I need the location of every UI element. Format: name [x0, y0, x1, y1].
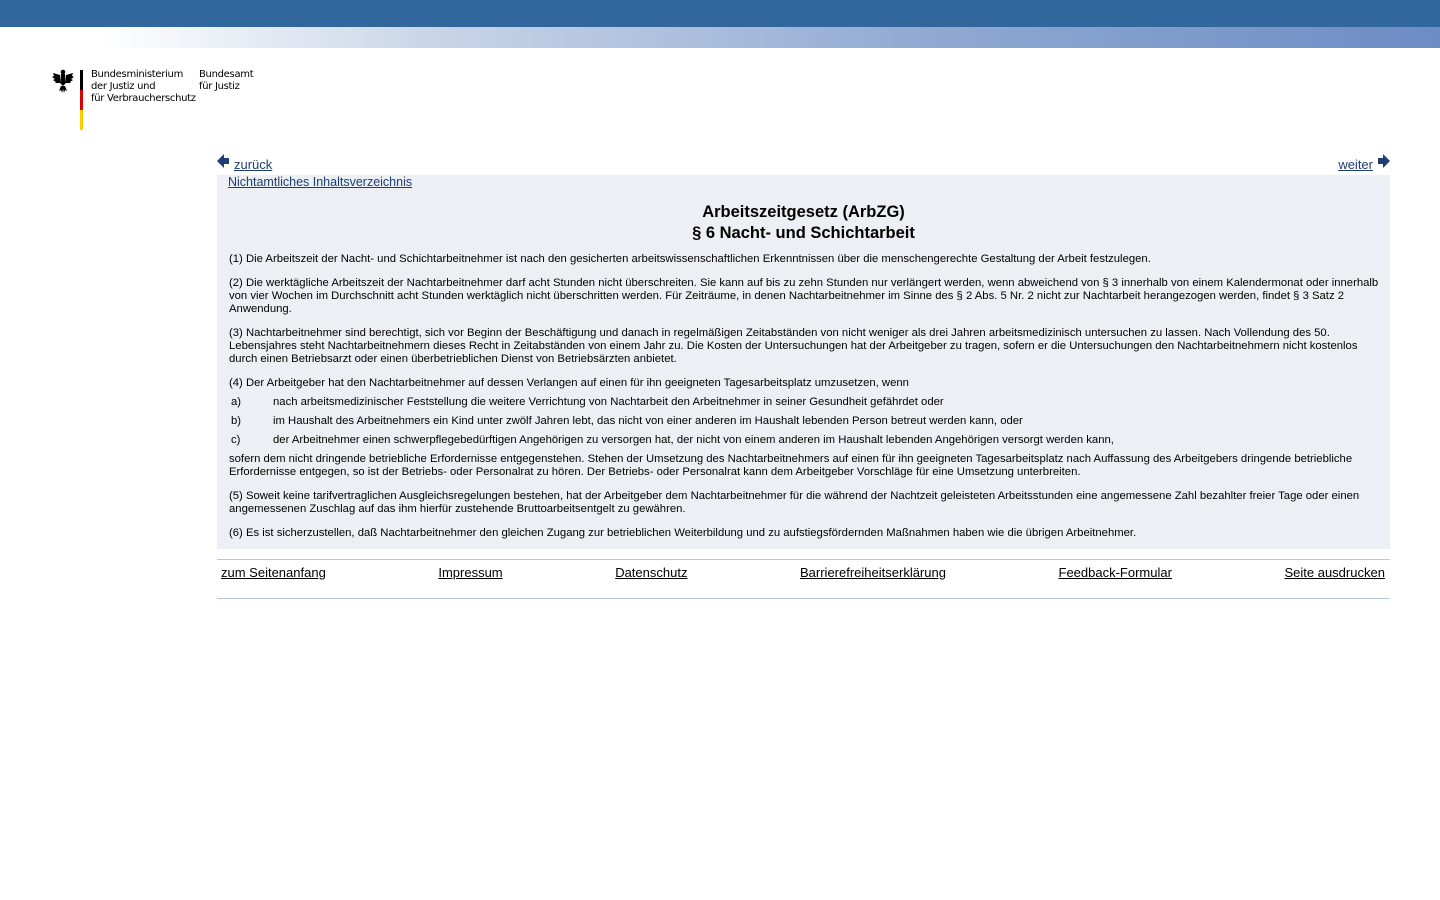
ministry-logo[interactable]: [52, 68, 262, 132]
paragraph-5: (5) Soweit keine tarifvertraglichen Ausgleichsregelungen bestehen, hat der Arbeitgeber dem Nachtarbeitnehmer für die während der Nachtzeit geleisteten Arbeitsstunden eine angemessene Zahl bezahlter freier Tage oder einen angemessenen Zuschlag auf das ihm hierfür zustehende Bruttoarbeitsentgelt zu gewähren.: [229, 490, 1360, 515]
office-name-line: Bundesamt: [199, 69, 254, 80]
arrow-right-icon: [1378, 154, 1390, 168]
ministry-name-line: für Verbraucherschutz: [91, 93, 196, 104]
page-navigation: [217, 154, 1390, 174]
footer-links: [221, 565, 1385, 580]
office-name-line: für Justiz: [199, 81, 240, 92]
paragraph-4-outro: sofern dem nicht dringende betriebliche Erfordernisse entgegenstehen. Stehen der Umsetzung des Nachtarbeitnehmers auf einen für ihn geeigneten Tagesarbeitsplatz nach Auffassung des Arbeitgebers dringende betriebliche Erfordernisse entgegen, so ist der Betriebs- oder Personalrat zu hören. Der Betriebs- oder Personalrat kann dem Arbeitgeber Vorschläge für eine Umsetzung unterbreiten.: [229, 453, 1353, 478]
ministry-name-line: der Justiz und: [91, 81, 156, 92]
forward-link-label[interactable]: weiter: [1338, 157, 1373, 172]
footer-link-imprint[interactable]: Impressum: [438, 565, 503, 580]
paragraph-2: (2) Die werktägliche Arbeitszeit der Nachtarbeitnehmer darf acht Stunden nicht überschreiten. Sie kann auf bis zu zehn Stunden nur verlängert werden, wenn abweichend von § 3 innerhalb von einem Kalendermonat oder innerhalb von vier Wochen im Durchschnitt acht Stunden werktäglich nicht überschritten werden. Für Zeiträume, in denen Nachtarbeitnehmer im Sinne des § 2 Abs. 5 Nr. 2 nicht zur Nachtarbeit herangezogen werden, findet § 3 Satz 2 Anwendung.: [229, 277, 1379, 315]
paragraph-1: (1) Die Arbeitszeit der Nacht- und Schichtarbeitnehmer ist nach den gesicherten arbeitswissenschaftlichen Erkenntnissen über die menschengerechte Gestaltung der Arbeit festzulegen.: [229, 253, 1151, 265]
gradient-bar: [0, 27, 1440, 48]
list-item-text: nach arbeitsmedizinischer Feststellung die weitere Verrichtung von Nachtarbeit den Arbeitnehmer in seiner Gesundheit gefährdet oder: [273, 396, 944, 408]
section-text: [229, 253, 1379, 551]
ministry-name: [91, 69, 196, 105]
law-content-panel: [217, 175, 1390, 549]
list-item: [229, 434, 1379, 447]
paragraph-3: (3) Nachtarbeitnehmer sind berechtigt, sich vor Beginn der Beschäftigung und danach in regelmäßigen Zeitabständen von nicht weniger als drei Jahren arbeitsmedizinisch untersuchen zu lassen. Nach Vollendung des 50. Lebensjahres steht Nachtarbeitnehmern dieses Recht in Zeitabständen von einem Jahr zu. Die Kosten der Untersuchungen hat der Arbeitgeber zu tragen, sofern er die Untersuchungen den Nachtarbeitnehmern nicht kostenlos durch einen Betriebsarzt oder einen überbetrieblichen Dienst von Betriebsärzten anbietet.: [229, 327, 1358, 365]
list-item-marker: a): [231, 396, 242, 408]
paragraph-6: (6) Es ist sicherzustellen, daß Nachtarbeitnehmer den gleichen Zugang zur betrieblichen Weiterbildung und zu aufstiegsfördernden Maßnahmen haben wie die übrigen Arbeitnehmer.: [229, 527, 1137, 539]
list-item-text: im Haushalt des Arbeitnehmers ein Kind unter zwölf Jahren lebt, das nicht von einer anderen im Haushalt lebenden Person betreut werden kann, oder: [273, 415, 1023, 427]
footer-link-privacy[interactable]: Datenschutz: [615, 565, 688, 580]
list-item-marker: c): [231, 434, 241, 446]
top-bar: [0, 0, 1440, 27]
office-name: [199, 69, 253, 93]
back-link[interactable]: [217, 154, 272, 172]
list-item: [229, 396, 1379, 409]
law-title: Arbeitszeitgesetz (ArbZG): [702, 203, 905, 221]
footer: [217, 559, 1390, 599]
paragraph-4-intro: (4) Der Arbeitgeber hat den Nachtarbeitnehmer auf dessen Verlangen auf einen für ihn geeigneten Tagesarbeitsplatz umzusetzen, wenn: [229, 377, 909, 389]
section-title: § 6 Nacht- und Schichtarbeit: [692, 224, 915, 242]
footer-link-feedback[interactable]: Feedback-Formular: [1058, 565, 1172, 580]
list-item-marker: b): [231, 415, 242, 427]
federal-eagle-icon: [52, 68, 74, 94]
arrow-left-icon: [217, 154, 229, 168]
footer-link-top[interactable]: zum Seitenanfang: [221, 565, 326, 580]
german-flag-stripe: [80, 70, 83, 130]
footer-link-print[interactable]: Seite ausdrucken: [1284, 565, 1385, 580]
list-item: [229, 415, 1379, 428]
footer-link-accessibility[interactable]: Barrierefreiheitserklärung: [800, 565, 946, 580]
back-link-label[interactable]: zurück: [234, 157, 273, 172]
table-of-contents-link[interactable]: Nichtamtliches Inhaltsverzeichnis: [228, 175, 413, 189]
list-item-text: der Arbeitnehmer einen schwerpflegebedürftigen Angehörigen zu versorgen hat, der nicht von einem anderen im Haushalt lebenden Angehörigen versorgt werden kann,: [273, 434, 1114, 446]
ministry-name-line: Bundesministerium: [91, 69, 184, 80]
forward-link[interactable]: [1338, 154, 1390, 172]
document-title: [217, 202, 1390, 244]
